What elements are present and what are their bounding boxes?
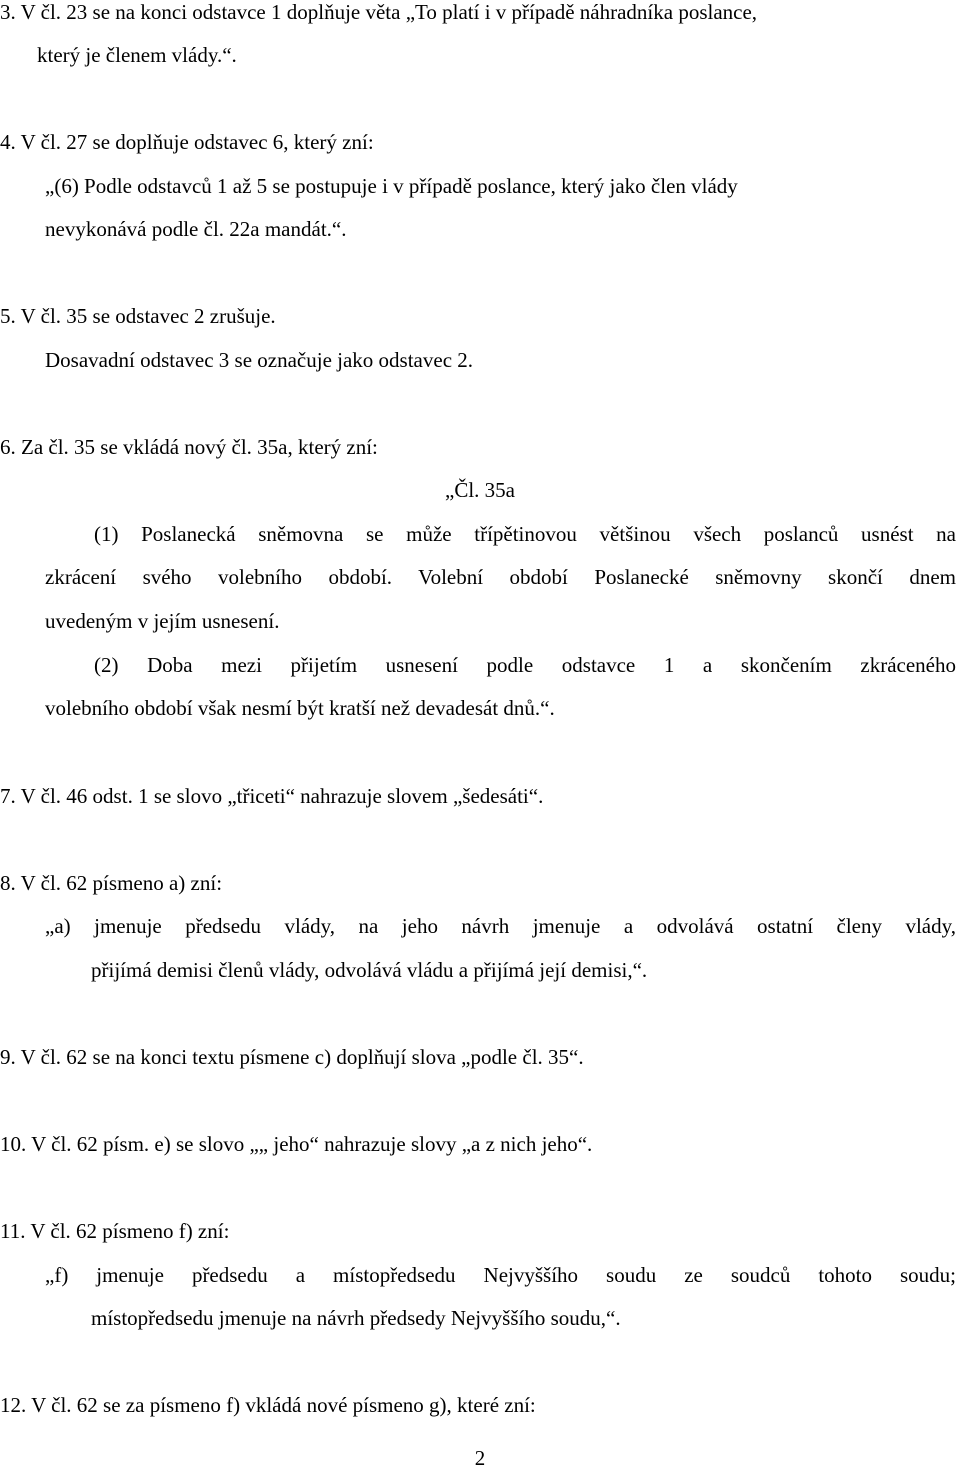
item-4-line-1: 4. V čl. 27 se doplňuje odstavec 6, který zní: (0, 130, 374, 154)
article-35a-heading: „Čl. 35a (445, 478, 515, 502)
item-9-line-1: 9. V čl. 62 se na konci textu písmene c) doplňují slova „podle čl. 35“. (0, 1045, 584, 1069)
item-8-quote-line-1: „a) jmenuje předsedu vlády, na jeho návrh jmenuje a odvolává ostatní členy vlády, (45, 914, 956, 938)
item-3-line-1: 3. V čl. 23 se na konci odstavce 1 doplňuje věta „To platí i v případě náhradníka poslance, (0, 0, 758, 24)
item-8-quote-line-2: přijímá demisi členů vlády, odvolává vládu a přijímá její demisi,“. (91, 958, 648, 982)
item-11-quote-line-2: místopředsedu jmenuje na návrh předsedy Nejvyššího soudu,“. (91, 1306, 621, 1330)
item-6-line-1: 6. Za čl. 35 se vkládá nový čl. 35a, který zní: (0, 435, 378, 459)
item-6-para-1-line-1: (1) Poslanecká sněmovna se může třípětinovou většinou všech poslanců usnést na (94, 522, 956, 546)
item-6-para-2-line-2: volebního období však nesmí být kratší než devadesát dnů.“. (45, 696, 555, 720)
item-6-para-1-line-2: zkrácení svého volebního období. Volební období Poslanecké sněmovny skončí dnem (45, 565, 956, 589)
item-3-line-2: který je členem vlády.“. (37, 43, 237, 67)
item-11-quote-line-1: „f) jmenuje předsedu a místopředsedu Nejvyššího soudu ze soudců tohoto soudu; (45, 1263, 956, 1287)
item-12-line-1: 12. V čl. 62 se za písmeno f) vkládá nové písmeno g), které zní: (0, 1393, 536, 1417)
item-4-quote-line-1: „(6) Podle odstavců 1 až 5 se postupuje i v případě poslance, který jako člen vlády (45, 174, 738, 198)
item-11-line-1: 11. V čl. 62 písmeno f) zní: (0, 1219, 230, 1243)
item-6-para-1-line-3: uvedeným v jejím usnesení. (45, 609, 280, 633)
item-6-para-2-line-1: (2) Doba mezi přijetím usnesení podle odstavce 1 a skončením zkráceného (94, 653, 956, 677)
item-10-line-1: 10. V čl. 62 písm. e) se slovo „„ jeho“ nahrazuje slovy „a z nich jeho“. (0, 1132, 593, 1156)
item-5-line-2: Dosavadní odstavec 3 se označuje jako odstavec 2. (45, 348, 474, 372)
item-8-line-1: 8. V čl. 62 písmeno a) zní: (0, 871, 223, 895)
item-7-line-1: 7. V čl. 46 odst. 1 se slovo „třiceti“ nahrazuje slovem „šedesáti“. (0, 784, 544, 808)
item-5-line-1: 5. V čl. 35 se odstavec 2 zrušuje. (0, 304, 276, 328)
item-4-quote-line-2: nevykonává podle čl. 22a mandát.“. (45, 217, 347, 241)
page-number: 2 (474, 1446, 486, 1470)
